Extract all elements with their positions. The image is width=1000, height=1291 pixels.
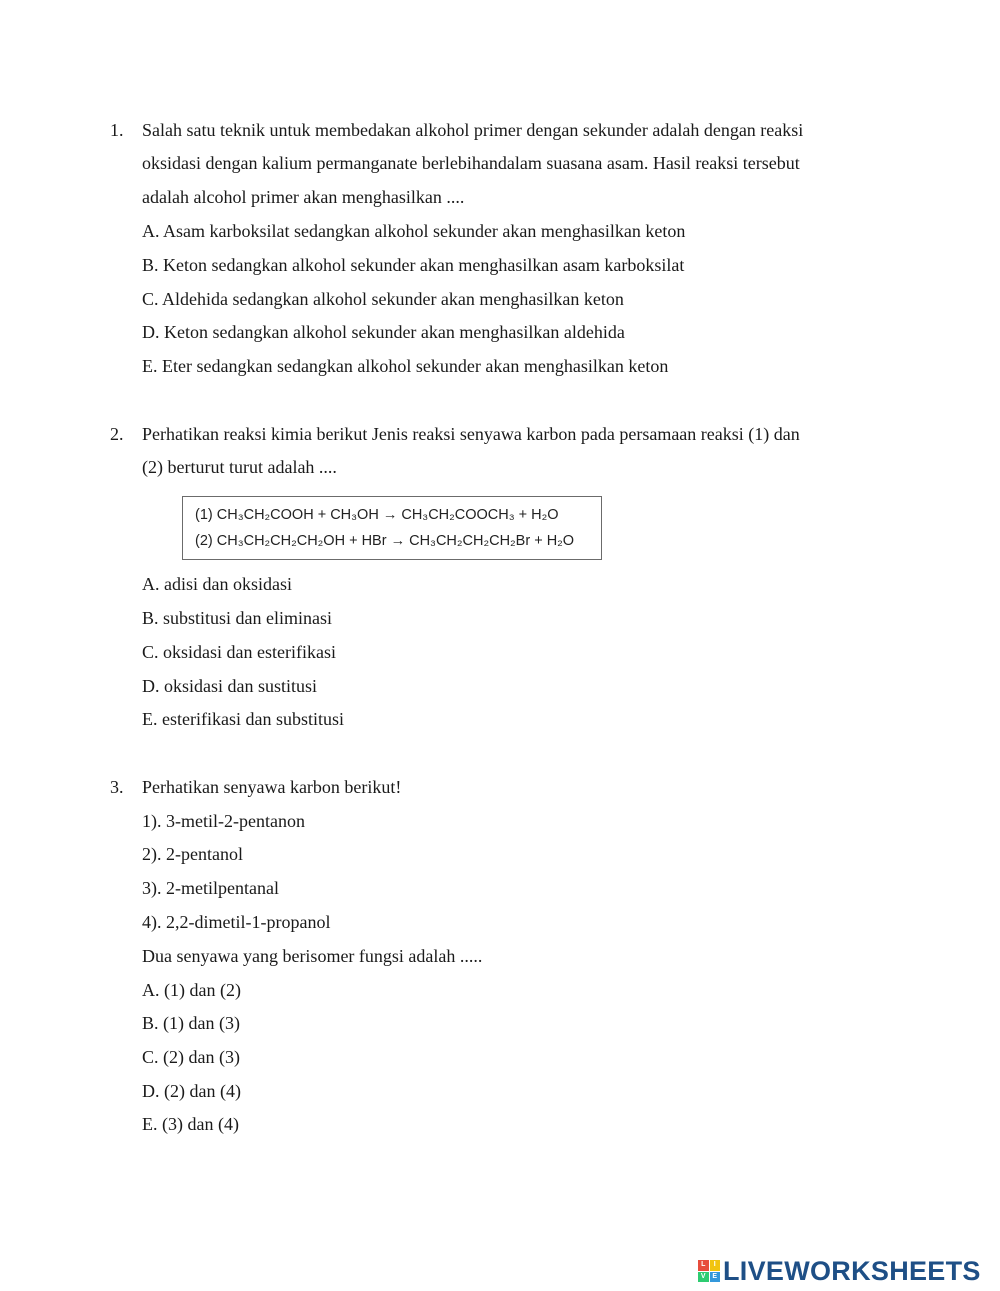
q1-option-d[interactable]: D. Keton sedangkan alkohol sekunder akan menghasilkan aldehida [142, 322, 625, 342]
q2-option-e[interactable]: E. esterifikasi dan substitusi [142, 709, 344, 729]
q2-option-c[interactable]: C. oksidasi dan esterifikasi [142, 642, 336, 662]
q3-compound-4: 4). 2,2-dimetil-1-propanol [142, 912, 331, 932]
q2-option-b[interactable]: B. substitusi dan eliminasi [142, 608, 333, 628]
reaction-equations-box [182, 496, 602, 560]
q3-compound-3: 3). 2-metilpentanal [142, 878, 279, 898]
reaction-equation-2: (2) CH₃CH₂CH₂CH₂OH + HBr → CH₃CH₂CH₂CH₂Br + H₂O [195, 533, 575, 549]
liveworksheets-logo [698, 1254, 981, 1288]
q1-option-a[interactable]: A. Asam karboksilat sedangkan alkohol sekunder akan menghasilkan keton [142, 221, 686, 241]
reaction-equation-1: (1) CH₃CH₂COOH + CH₃OH → CH₃CH₂COOCH₃ + H₂O [195, 507, 559, 523]
q3-text-line: Perhatikan senyawa karbon berikut! [142, 777, 402, 797]
q1-text-line: Salah satu teknik untuk membedakan alkohol primer dengan sekunder adalah dengan reaksi [142, 120, 804, 140]
q3-option-c[interactable]: C. (2) dan (3) [142, 1047, 240, 1067]
logo-tile: L [698, 1260, 709, 1271]
q3-option-d[interactable]: D. (2) dan (4) [142, 1081, 241, 1101]
q1-option-c[interactable]: C. Aldehida sedangkan alkohol sekunder akan menghasilkan keton [142, 289, 624, 309]
q3-option-a[interactable]: A. (1) dan (2) [142, 980, 241, 1000]
q1-text-line: adalah alcohol primer akan menghasilkan .... [142, 187, 465, 207]
q1-option-e[interactable]: E. Eter sedangkan sedangkan alkohol sekunder akan menghasilkan keton [142, 356, 669, 376]
q2-option-a[interactable]: A. adisi dan oksidasi [142, 574, 292, 594]
q2-option-d[interactable]: D. oksidasi dan sustitusi [142, 676, 318, 696]
q3-compound-1: 1). 3-metil-2-pentanon [142, 811, 305, 831]
logo-tile: V [698, 1272, 709, 1283]
q1-option-b[interactable]: B. Keton sedangkan alkohol sekunder akan menghasilkan asam karboksilat [142, 255, 685, 275]
q2-number: 2. [110, 424, 124, 444]
q3-number: 3. [110, 777, 124, 797]
q2-text-line: Perhatikan reaksi kimia berikut Jenis reaksi senyawa karbon pada persamaan reaksi (1) dan [142, 424, 800, 444]
logo-grid-icon [698, 1260, 720, 1282]
logo-tile: E [710, 1272, 721, 1283]
q2-text-line: (2) berturut turut adalah .... [142, 457, 337, 477]
logo-text: LIVEWORKSHEETS [723, 1255, 981, 1286]
q3-option-e[interactable]: E. (3) dan (4) [142, 1114, 239, 1134]
q1-number: 1. [110, 120, 124, 140]
q3-compound-2: 2). 2-pentanol [142, 844, 243, 864]
q1-text-line: oksidasi dengan kalium permanganate berlebihandalam suasana asam. Hasil reaksi tersebut [142, 153, 800, 173]
q3-prompt: Dua senyawa yang berisomer fungsi adalah ..... [142, 946, 483, 966]
logo-tile: I [710, 1260, 721, 1271]
q3-option-b[interactable]: B. (1) dan (3) [142, 1013, 240, 1033]
